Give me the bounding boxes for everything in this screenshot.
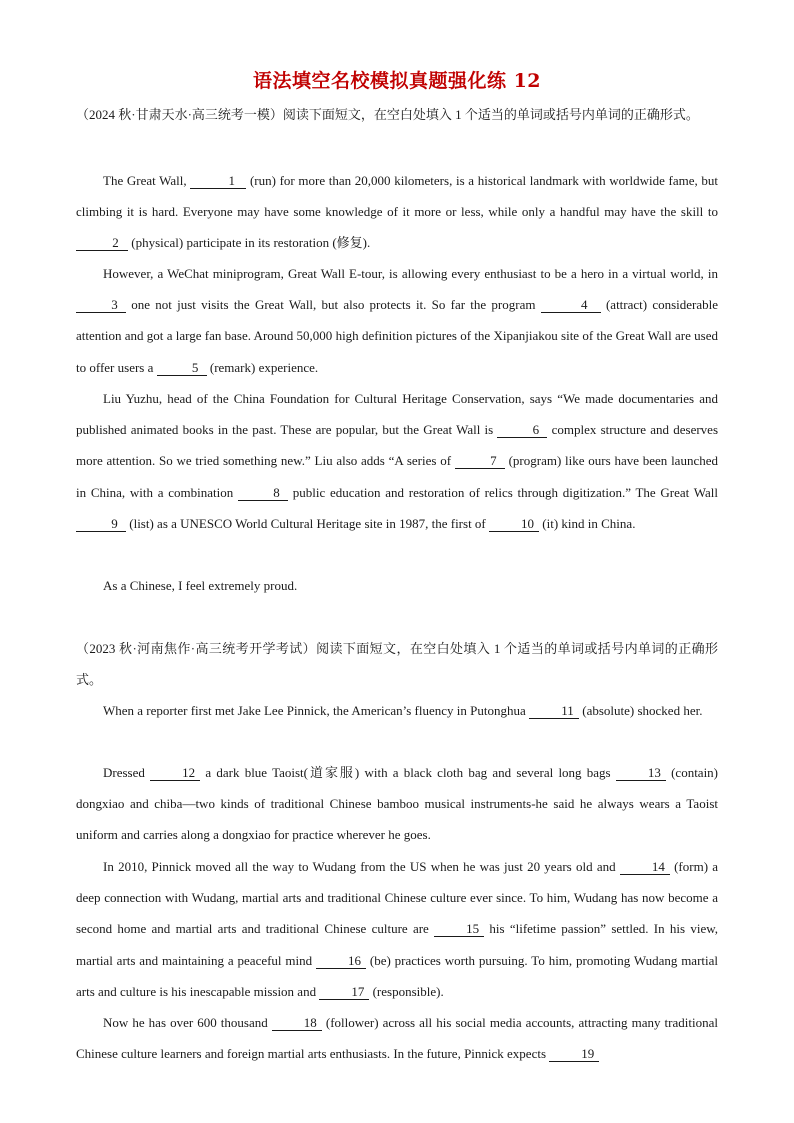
blank-7[interactable]: 7 [455,454,505,469]
blank-11[interactable]: 11 [529,704,579,719]
text: (program) like ours have been launched in China, with a combination [76,453,718,500]
blank-17[interactable]: 17 [319,985,369,1000]
blank-6[interactable]: 6 [497,423,547,438]
text: In 2010, Pinnick moved all the way to Wudang from the US when he was just 20 years old and [103,859,616,874]
text: (it) kind in China. [542,515,636,531]
blank-9[interactable]: 9 [76,517,126,532]
blank-14[interactable]: 14 [620,860,670,875]
section1-source: （2024 秋·甘肃天水·高三统考一模）阅读下面短文，在空白处填入 1 个适当的单词或括号内单词的正确形式。 [76,107,699,122]
text: (remark) experience. [209,359,319,375]
section2-source: （2023 秋·河南焦作·高三统考开学考试）阅读下面短文，在空白处填入 1 个适当的单词或括号内单词的正确形式。 [76,641,718,687]
blank-5[interactable]: 5 [157,361,207,376]
blank-12[interactable]: 12 [150,766,200,781]
text: a dark blue Taoist(道家服) with a black cloth bag and several long bags [205,765,611,780]
text: Dressed [103,765,145,780]
blank-18[interactable]: 18 [272,1016,322,1031]
text: his “lifetime passion” settled. In his view, martial arts and maintaining a peaceful mind [76,921,719,968]
blank-15[interactable]: 15 [434,922,484,937]
section2-paragraph-4 [76,1007,718,1069]
text: Liu Yuzhu, head of the China Foundation for Cultural Heritage Conservation, says “We made documentaries and published animated books in the past. These are popular, but the Great Wall is [76,391,718,438]
text: However, a WeChat miniprogram, Great Wall E-tour, is allowing every enthusiast to be a hero in a virtual world, in [103,266,718,281]
text: Now he has over 600 thousand [103,1015,268,1030]
text: public education and restoration of relics through digitization.” The Great Wall [292,484,719,500]
text: (form) a deep connection with Wudang, martial arts and traditional Chinese culture ever since. To him, Wudang has now become a second home and martial arts and traditional Chinese culture are [76,859,719,937]
text: (responsible). [372,983,444,999]
text: When a reporter first met Jake Lee Pinnick, the American’s fluency in Putonghua [103,703,526,718]
section2-paragraph-1 [76,695,718,726]
text: (follower) across all his social media accounts, attracting many traditional Chinese culture learners and foreign martial arts enthusiasts. In the future, Pinnick expects [76,1015,718,1062]
text: one not just visits the Great Wall, but also protects it. So far the program [131,297,536,313]
blank-13[interactable]: 13 [616,766,666,781]
blank-2[interactable]: 2 [76,236,128,251]
section1-paragraph-3 [76,383,718,539]
blank-3[interactable]: 3 [76,298,126,313]
section1-paragraph-1 [76,165,718,259]
text: (list) as a UNESCO World Cultural Heritage site in 1987, the first of [129,515,486,531]
text: (physical) participate in its restoration (修复). [131,235,371,251]
section1-paragraph-4: As a Chinese, I feel extremely proud. [103,578,298,593]
text: The Great Wall, [103,173,187,188]
blank-4[interactable]: 4 [541,298,601,313]
text: (contain) dongxiao and chiba—two kinds of traditional Chinese bamboo musical instruments-he said he always wears a Taoist uniform and carries along a dongxiao for practice wherever he goes. [76,765,719,843]
section1-paragraph-2 [76,258,718,383]
blank-8[interactable]: 8 [238,486,288,501]
text: (run) for more than 20,000 kilometers, is a historical landmark with worldwide fame, but climbing it is hard. Everyone may have some knowledge of it more or less, while only a handful may have the skill to [76,173,718,220]
text: complex structure and deserves more attention. So we tried something new.” Liu also adds “A series of [76,422,719,469]
page-title: 语法填空名校模拟真题强化练 12 [252,70,542,92]
text: (attract) considerable attention and got a large fan base. Around 50,000 high definition pictures of the Xipanjiakou site of the Great Wall are used to offer users a [76,297,719,375]
section2-paragraph-2 [76,757,718,851]
blank-10[interactable]: 10 [489,517,539,532]
blank-1[interactable]: 1 [190,174,246,189]
blank-19[interactable]: 19 [549,1047,599,1062]
blank-16[interactable]: 16 [316,954,366,969]
text: (be) practices worth pursuing. To him, promoting Wudang martial arts and culture is his inescapable mission and [76,952,719,999]
section2-paragraph-3 [76,851,718,1007]
text: (absolute) shocked her. [582,703,703,718]
